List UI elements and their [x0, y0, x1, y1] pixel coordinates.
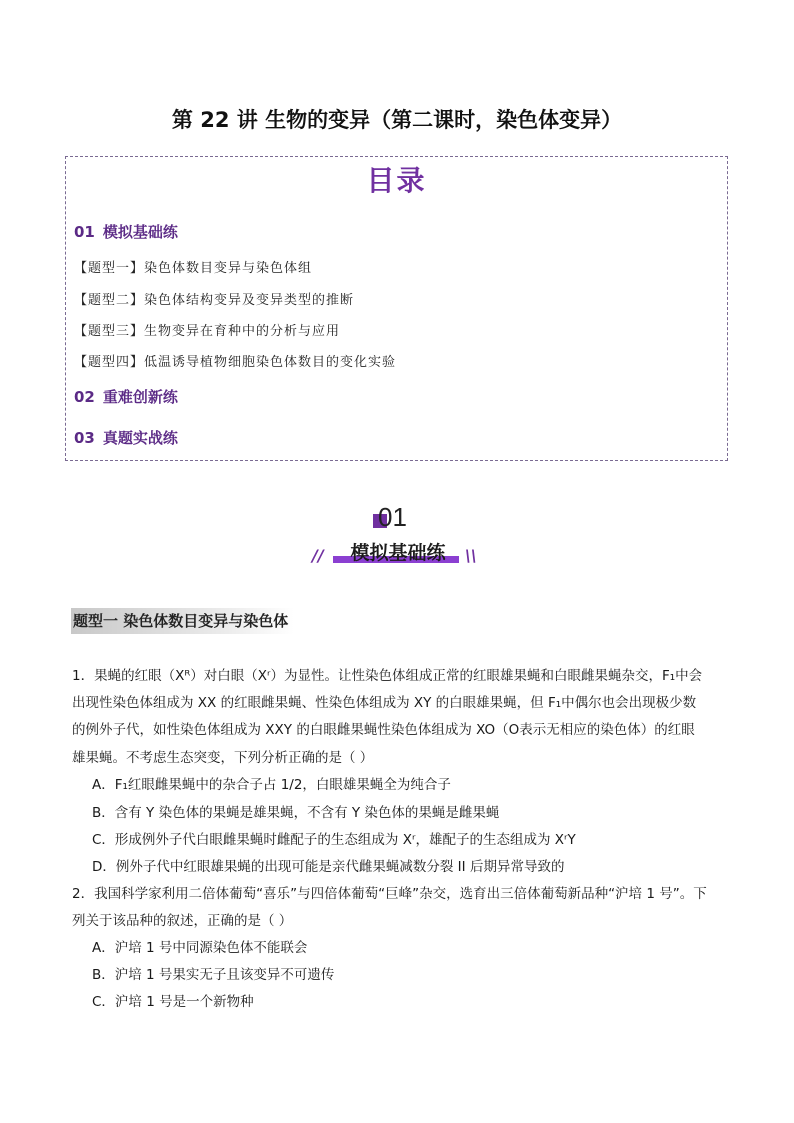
- table-of-contents: [65, 156, 728, 461]
- toc-section-number: 03: [74, 429, 95, 447]
- question-type-label: 题型一 染色体数目变异与染色体: [71, 608, 294, 634]
- question-text-line: 出现性染色体组成为 XX 的红眼雌果蝇、性染色体组成为 XY 的白眼雄果蝇，但 F₁中偶尔也会出现极少数: [72, 695, 697, 711]
- section-number: 01: [378, 502, 407, 532]
- toc-section-number: 01: [74, 223, 95, 241]
- toc-section-label: 重难创新练: [102, 388, 178, 406]
- toc-section-number: 02: [74, 388, 95, 406]
- toc-section-01[interactable]: [74, 221, 178, 242]
- option-b[interactable]: B．沪培 1 号果实无子且该变异不可遗传: [92, 967, 335, 983]
- toc-section-02[interactable]: [74, 386, 178, 407]
- slash-decoration-left: //: [312, 546, 324, 565]
- toc-section-label: 模拟基础练: [102, 223, 178, 241]
- toc-item-type2[interactable]: 【题型二】染色体结构变异及变异类型的推断: [74, 293, 355, 308]
- question-text-line: 列关于该品种的叙述，正确的是（ ）: [72, 913, 293, 929]
- document-title: 第 22 讲 生物的变异（第二课时，染色体变异）: [171, 108, 623, 132]
- option-c[interactable]: C．形成例外子代白眼雌果蝇时雌配子的生态组成为 Xʳ，雄配子的生态组成为 XʳY: [92, 832, 576, 848]
- toc-section-label: 真题实战练: [102, 429, 178, 447]
- option-a[interactable]: A．沪培 1 号中同源染色体不能联会: [92, 940, 308, 956]
- option-b[interactable]: B．含有 Y 染色体的果蝇是雄果蝇，不含有 Y 染色体的果蝇是雌果蝇: [92, 805, 500, 821]
- option-d[interactable]: D．例外子代中红眼雄果蝇的出现可能是亲代雌果蝇减数分裂 II 后期异常导致的: [92, 859, 565, 875]
- section-title: 模拟基础练: [350, 542, 446, 564]
- toc-heading: 目录: [366, 164, 427, 197]
- option-c[interactable]: C．沪培 1 号是一个新物种: [92, 994, 254, 1010]
- question-text-line: 1．果蝇的红眼（Xᴿ）对白眼（Xʳ）为显性。让性染色体组成正常的红眼雄果蝇和白眼雌果蝇杂交，F₁中会: [72, 668, 703, 684]
- question-text-line: 2．我国科学家利用二倍体葡萄“喜乐”与四倍体葡萄“巨峰”杂交，选育出三倍体葡萄新品种“沪培 1 号”。下: [72, 886, 707, 902]
- toc-section-03[interactable]: [74, 427, 178, 448]
- toc-item-type3[interactable]: 【题型三】生物变异在育种中的分析与应用: [74, 324, 341, 339]
- toc-item-type4[interactable]: 【题型四】低温诱导植物细胞染色体数目的变化实验: [74, 355, 397, 370]
- slash-decoration-right: \\: [465, 546, 477, 565]
- question-text-line: 雄果蝇。不考虑生态突变，下列分析正确的是（ ）: [72, 750, 374, 766]
- question-text-line: 的例外子代，如性染色体组成为 XXY 的白眼雌果蝇性染色体组成为 XO（O表示无相应的染色体）的红眼: [72, 722, 695, 738]
- toc-item-type1[interactable]: 【题型一】染色体数目变异与染色体组: [74, 261, 313, 276]
- option-a[interactable]: A．F₁红眼雌果蝇中的杂合子占 1/2，白眼雄果蝇全为纯合子: [92, 777, 451, 793]
